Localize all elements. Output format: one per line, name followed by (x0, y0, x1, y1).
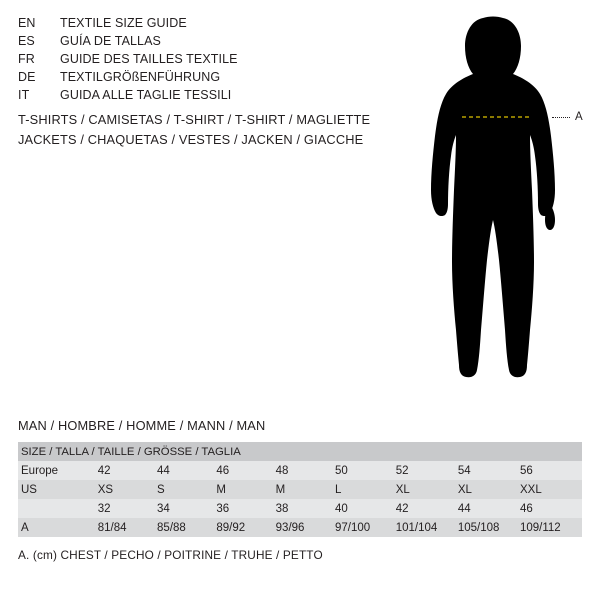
table-cell: M (216, 480, 275, 499)
table-cell: S (157, 480, 216, 499)
row-label: US (18, 480, 98, 499)
language-code: FR (18, 52, 35, 66)
language-code: ES (18, 34, 35, 48)
language-text: GUIDA ALLE TAGLIE TESSILI (60, 88, 232, 102)
table-cell: XXL (520, 480, 582, 499)
language-row (18, 50, 378, 68)
row-label: A (18, 518, 98, 537)
table-row-header (18, 442, 582, 461)
table-cell: 97/100 (335, 518, 396, 537)
table-cell: M (276, 480, 335, 499)
category-jackets: JACKETS / CHAQUETAS / VESTES / JACKEN / GIACCHE (18, 132, 364, 147)
language-text: GUIDE DES TAILLES TEXTILE (60, 52, 238, 66)
table-cell: 93/96 (276, 518, 335, 537)
table-cell: XL (458, 480, 520, 499)
size-table (18, 442, 582, 537)
table-cell: 40 (335, 499, 396, 518)
table-cell: 56 (520, 461, 582, 480)
table-cell: 48 (276, 461, 335, 480)
table-row (18, 518, 582, 537)
language-row (18, 32, 378, 50)
language-text: TEXTILGRÖßENFÜHRUNG (60, 70, 221, 84)
table-cell: 46 (520, 499, 582, 518)
table-cell: XS (98, 480, 157, 499)
language-row (18, 86, 378, 104)
table-cell: 32 (98, 499, 157, 518)
table-cell: 52 (396, 461, 458, 480)
male-figure-illustration (400, 10, 590, 400)
language-code: EN (18, 16, 36, 30)
table-cell: 85/88 (157, 518, 216, 537)
table-cell: 44 (157, 461, 216, 480)
gender-heading: MAN / HOMBRE / HOMME / MANN / MAN (18, 418, 266, 433)
chest-measure-line (400, 10, 590, 400)
table-row (18, 480, 582, 499)
row-label (18, 499, 98, 518)
table-cell: 50 (335, 461, 396, 480)
table-row (18, 499, 582, 518)
callout-label-a: A (575, 111, 583, 123)
table-cell: XL (396, 480, 458, 499)
table-cell: 44 (458, 499, 520, 518)
language-list (18, 14, 378, 104)
language-row (18, 14, 378, 32)
table-cell: 81/84 (98, 518, 157, 537)
footer-note: A. (cm) CHEST / PECHO / POITRINE / TRUHE / PETTO (18, 548, 323, 562)
table-cell: 36 (216, 499, 275, 518)
table-cell: 46 (216, 461, 275, 480)
category-list (18, 110, 398, 150)
table-cell: L (335, 480, 396, 499)
table-cell: 42 (98, 461, 157, 480)
table-cell: 54 (458, 461, 520, 480)
language-text: GUÍA DE TALLAS (60, 34, 161, 48)
table-cell: 42 (396, 499, 458, 518)
category-tshirts: T-SHIRTS / CAMISETAS / T-SHIRT / T-SHIRT / MAGLIETTE (18, 112, 371, 127)
language-row (18, 68, 378, 86)
table-cell: 101/104 (396, 518, 458, 537)
language-text: TEXTILE SIZE GUIDE (60, 16, 187, 30)
table-cell: 38 (276, 499, 335, 518)
language-code: IT (18, 88, 30, 102)
table-cell: 34 (157, 499, 216, 518)
table-cell: 109/112 (520, 518, 582, 537)
row-label: Europe (18, 461, 98, 480)
language-code: DE (18, 70, 36, 84)
table-cell: 105/108 (458, 518, 520, 537)
table-header-label: SIZE / TALLA / TAILLE / GRÖSSE / TAGLIA (18, 442, 582, 461)
table-row (18, 461, 582, 480)
table-cell: 89/92 (216, 518, 275, 537)
